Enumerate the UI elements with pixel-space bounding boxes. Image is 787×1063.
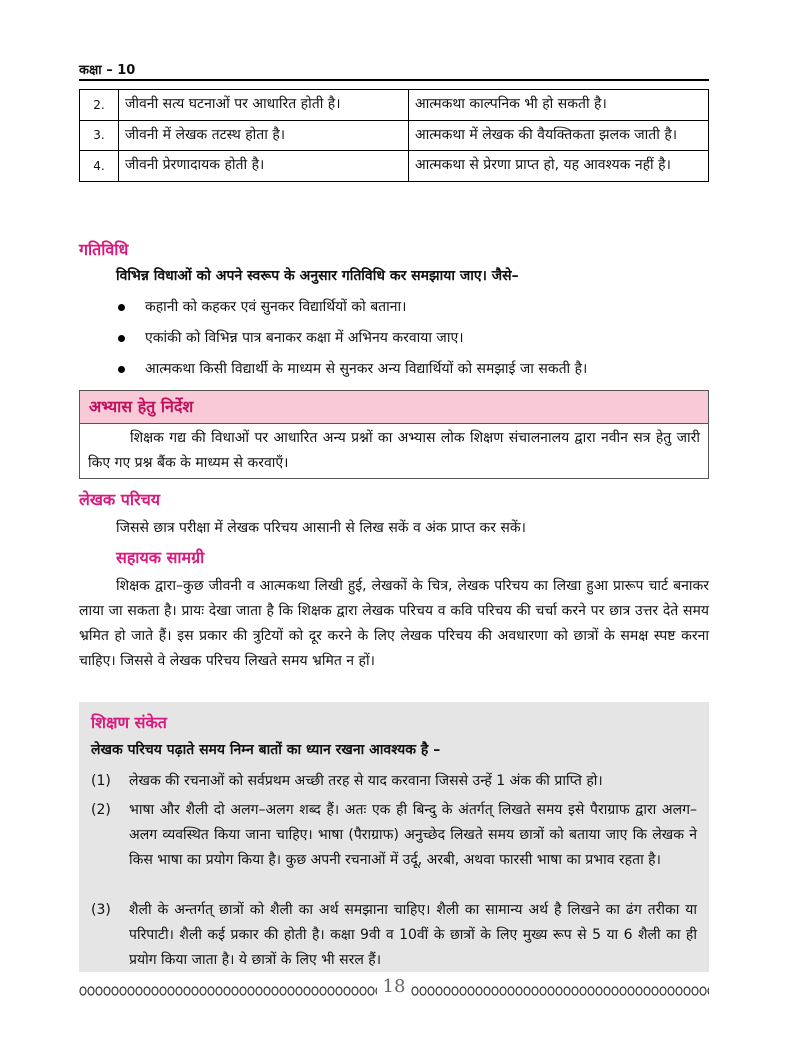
- activity-list: [116, 292, 716, 385]
- footer-border-right: [411, 983, 709, 997]
- teaching-intro: लेखक परिचय पढ़ाते समय निम्न बातों का ध्यान रखना आवश्यक है –: [91, 742, 441, 758]
- practice-box: [79, 390, 709, 479]
- item-number: (2): [91, 802, 111, 818]
- autobiography-cell: आत्मकथा से प्रेरणा प्राप्त हो, यह आवश्यक नहीं है।: [409, 151, 709, 182]
- border-pattern-icon: [411, 984, 709, 998]
- table-row: [80, 90, 709, 121]
- biography-cell: जीवनी सत्य घटनाओं पर आधारित होती है।: [119, 90, 409, 121]
- author-intro-heading: लेखक परिचय: [79, 490, 161, 509]
- bullet-icon: [118, 366, 125, 373]
- list-item: [91, 769, 697, 794]
- materials-heading: सहायक सामग्री: [116, 548, 205, 567]
- practice-title: अभ्यास हेतु निर्देश: [80, 391, 708, 424]
- list-item-text: आत्मकथा किसी विद्यार्थी के माध्यम से सुनकर अन्य विद्यार्थियों को समझाई जा सकती है।: [145, 361, 588, 377]
- row-number: 4.: [80, 151, 119, 182]
- item-number: (3): [91, 902, 111, 918]
- item-number: (1): [91, 773, 111, 789]
- table-row: [80, 151, 709, 182]
- item-text: शैली के अन्तर्गत् छात्रों को शैली का अर्थ समझाना चाहिए। शैली का सामान्य अर्थ है लिखने का ढंग तरीका या परिपाटी। शैली कई प्रकार की होती है। कक्षा 9वी व 10वीं के छात्रों के लिए मुख्य रूप से 5 या 6 शैली का ही प्रयोग किया जाता है। ये छात्रों के लिए भी सरल हैं।: [129, 902, 697, 968]
- materials-text: शिक्षक द्वारा–कुछ जीवनी व आत्मकथा लिखी हुई, लेखकों के चित्र, लेखक परिचय का लिखा हुआ प्रारूप चार्ट बनाकर लाया जा सकता है। प्रायः देखा जाता है कि शिक्षक द्वारा लेखक परिचय व कवि परिचय की चर्चा करने पर छात्र उत्तर देते समय भ्रमित हो जाते हैं। इस प्रकार की त्रुटियों को दूर करने के लिए लेखक परिचय की अवधारणा को छात्रों के समक्ष स्पष्ट करना चाहिए। जिससे वे लेखक परिचय लिखते समय भ्रमित न हों।: [79, 578, 709, 669]
- author-intro-text: जिससे छात्र परीक्षा में लेखक परिचय आसानी से लिख सकें व अंक प्राप्त कर सकें।: [116, 520, 526, 536]
- activity-intro: विभिन्न विधाओं को अपने स्वरूप के अनुसार गतिविधि कर समझाया जाए। जैसे–: [116, 268, 519, 284]
- row-number: 2.: [80, 90, 119, 121]
- autobiography-cell: आत्मकथा काल्पनिक भी हो सकती है।: [409, 90, 709, 121]
- item-text: लेखक की रचनाओं को सर्वप्रथम अच्छी तरह से याद करवाना जिससे उन्हें 1 अंक की प्राप्ति हो।: [129, 773, 603, 789]
- page-number: 18: [382, 976, 406, 997]
- list-item-text: कहानी को कहकर एवं सुनकर विद्यार्थियों को बताना।: [145, 299, 407, 315]
- header-rule: [79, 79, 709, 81]
- footer-border-left: [79, 983, 377, 997]
- class-header: कक्षा – 10: [79, 63, 136, 78]
- table-row: [80, 120, 709, 151]
- list-item: [116, 354, 716, 385]
- comparison-table: [79, 89, 709, 182]
- item-text: भाषा और शैली दो अलग–अलग शब्द हैं। अतः एक ही बिन्दु के अंतर्गत् लिखते समय इसे पैराग्राफ द्वारा अलग–अलग व्यवस्थित किया जाना चाहिए। भाषा (पैराग्राफ) अनुच्छेद लिखते समय छात्रों को बताया जाए कि लेखक ने किस भाषा का प्रयोग किया है। कुछ अपनी रचनाओं में उर्दू, अरबी, अथवा फारसी भाषा का प्रभाव रहता है।: [129, 802, 697, 868]
- list-item: [91, 798, 697, 873]
- bullet-icon: [118, 335, 125, 342]
- list-item-text: एकांकी को विभिन्न पात्र बनाकर कक्षा में अभिनय करवाया जाए।: [145, 330, 464, 346]
- list-item: [116, 292, 716, 323]
- activity-heading: गतिविधि: [79, 240, 129, 259]
- teaching-box: [79, 702, 709, 972]
- biography-cell: जीवनी प्रेरणादायक होती है।: [119, 151, 409, 182]
- list-item: [116, 323, 716, 354]
- practice-text: शिक्षक गद्य की विधाओं पर आधारित अन्य प्रश्नों का अभ्यास लोक शिक्षण संचालनालय द्वारा नवीन सत्र हेतु जारी किए गए प्रश्न बैंक के माध्यम से करवाएँ।: [88, 430, 700, 471]
- border-pattern-icon: [79, 984, 377, 998]
- teaching-title: शिक्षण संकेत: [91, 713, 167, 732]
- row-number: 3.: [80, 120, 119, 151]
- biography-cell: जीवनी में लेखक तटस्थ होता है।: [119, 120, 409, 151]
- bullet-icon: [118, 304, 125, 311]
- autobiography-cell: आत्मकथा में लेखक की वैयक्तिकता झलक जाती है।: [409, 120, 709, 151]
- list-item: [91, 898, 697, 973]
